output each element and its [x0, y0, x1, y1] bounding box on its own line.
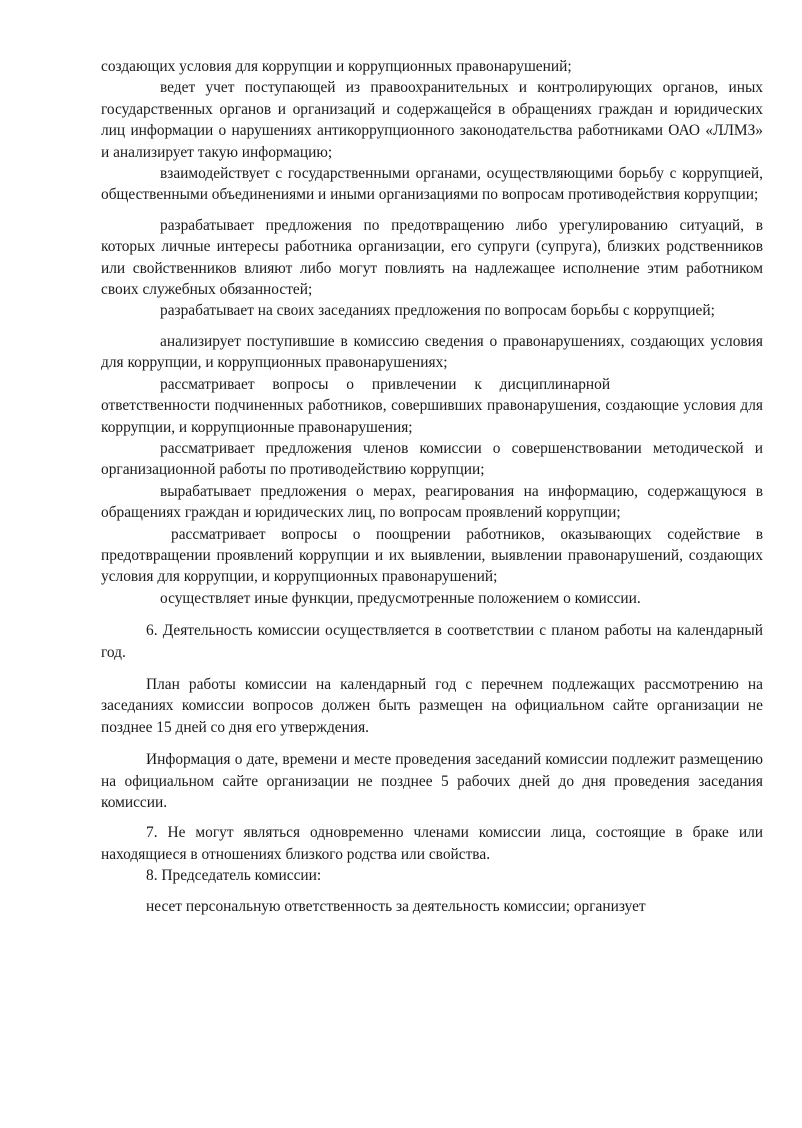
- paragraph-chair-responsibility: несет персональную ответственность за деятельность комиссии; организует: [146, 897, 646, 915]
- paragraph-duty-rewards: рассматривает вопросы о поощрении работников, оказывающих содействие в предотвращении проявлений коррупции и их выявлении, выявлении правонарушений, создающих условия для коррупции, и коррупционных правонарушений;: [101, 525, 763, 586]
- paragraph-continuation: создающих условия для коррупции и коррупционных правонарушений;: [101, 58, 572, 75]
- paragraph-duty-response: вырабатывает предложения о мерах, реагирования на информацию, содержащуюся в обращениях граждан и юридических лиц, по вопросам проявлений коррупции;: [101, 482, 763, 522]
- paragraph-meeting-info: Информация о дате, времени и месте проведения заседаний комиссии подлежит размещению на официальном сайте организации не позднее 5 рабочих дней до дня проведения заседания комиссии.: [101, 751, 763, 811]
- paragraph-duty-other: осуществляет иные функции, предусмотренные положением о комиссии.: [160, 589, 641, 607]
- paragraph-duty-proposals: разрабатывает предложения по предотвращению либо урегулированию ситуаций, в которых личные интересы работника организации, его супруги (супруга), близких родственников или свойственников влияют либо могут повлиять на надлежащее исполнение этим работником своих служебных обязанностей;: [101, 216, 763, 299]
- paragraph-section-6: 6. Деятельность комиссии осуществляется в соответствии с планом работы на календарный год.: [101, 622, 763, 661]
- paragraph-section-8: 8. Председатель комиссии:: [146, 867, 322, 885]
- paragraph-duty-analysis: анализирует поступившие в комиссию сведения о правонарушениях, создающих условия для коррупции, и коррупционных правонарушениях;: [101, 332, 763, 372]
- document-page: [101, 56, 763, 917]
- paragraph-duty-discipline-line2: ответственности подчиненных работников, совершивших правонарушения, создающие условия для коррупции, и коррупционные правонарушения;: [101, 397, 763, 436]
- paragraph-duty-member-proposals: рассматривает предложения членов комиссии о совершенствовании методической и организационной работы по противодействию коррупции;: [101, 439, 763, 479]
- paragraph-duty-meetings: разрабатывает на своих заседаниях предложения по вопросам борьбы с коррупцией;: [160, 302, 715, 320]
- paragraph-work-plan: План работы комиссии на календарный год с перечнем подлежащих рассмотрению на заседаниях комиссии вопросов должен быть размещен на официальном сайте организации не позднее 15 дней со дня его утверждения.: [101, 675, 763, 736]
- paragraph-duty-discipline-line1: рассматривает вопросы о привлечении к дисциплинарной: [160, 375, 611, 393]
- paragraph-duty-records: ведет учет поступающей из правоохранительных и контролирующих органов, иных государственных органов и организаций и содержащейся в обращениях граждан и юридических лиц информации о нарушениях антикоррупционного законодательства работниками ОАО «ЛЛМЗ» и анализирует такую информацию;: [101, 79, 763, 161]
- paragraph-duty-cooperation: взаимодействует с государственными органами, осуществляющими борьбу с коррупцией, общественными объединениями и иными организациями по вопросам противодействия коррупции;: [101, 165, 763, 204]
- paragraph-section-7: 7. Не могут являться одновременно членами комиссии лица, состоящие в браке или находящиеся в отношениях близкого родства или свойства.: [101, 824, 763, 863]
